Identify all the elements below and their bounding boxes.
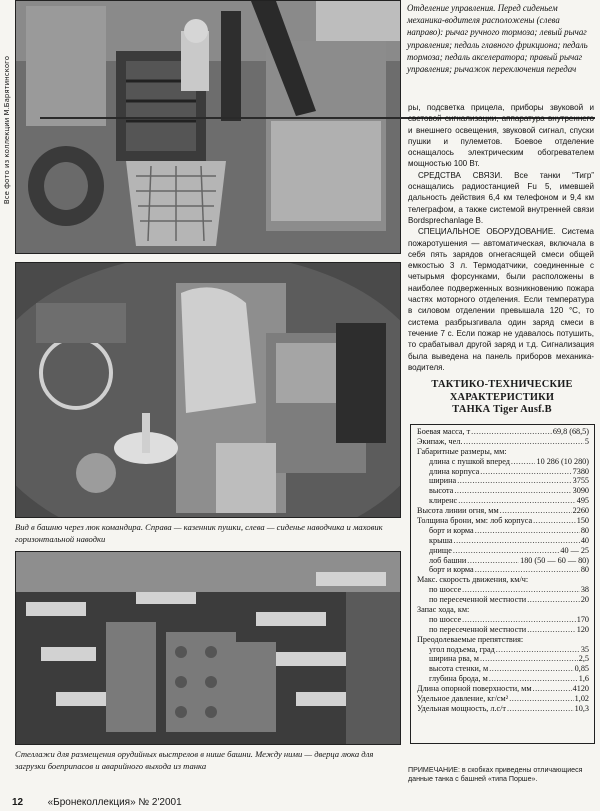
spec-row bbox=[411, 526, 594, 536]
spec-label: Удельная мощность, л.с/т bbox=[417, 703, 507, 713]
spec-label: ширина рва, м bbox=[429, 654, 479, 664]
caption-ammo-racks: Стеллажи для размещения орудийных выстрелов в нише башни. Между ними — дверца люка для загрузки боеприпасов и аварийного выхода из танка bbox=[15, 749, 374, 771]
spec-value: 120 bbox=[576, 624, 589, 634]
spec-leader-dots bbox=[533, 516, 576, 526]
spec-label: Габаритные размеры, мм: bbox=[417, 446, 507, 456]
spec-row bbox=[411, 556, 594, 566]
spec-leader-dots bbox=[509, 694, 573, 704]
spec-label: Запас хода, км: bbox=[417, 605, 470, 615]
spec-row bbox=[411, 437, 594, 447]
spec-leader-dots bbox=[480, 654, 578, 664]
spec-value: 0,85 bbox=[574, 664, 589, 674]
spec-row bbox=[411, 674, 594, 684]
spec-label: Экипаж, чел. bbox=[417, 436, 463, 446]
spec-leader-dots bbox=[496, 645, 580, 655]
spec-label: ширина bbox=[429, 476, 457, 486]
specs-title-line: ТАКТИКО-ТЕХНИЧЕСКИЕ bbox=[431, 379, 573, 390]
photo-turret-view bbox=[15, 262, 401, 518]
spec-value: 495 bbox=[576, 496, 589, 506]
spec-label: высота стенки, м bbox=[429, 664, 489, 674]
spec-row bbox=[411, 546, 594, 556]
spec-leader-dots bbox=[457, 476, 571, 486]
spec-label: крыша bbox=[429, 535, 453, 545]
spec-value: 3755 bbox=[572, 476, 589, 486]
spec-row bbox=[411, 467, 594, 477]
spec-value: 5 bbox=[584, 436, 589, 446]
photo-ammo-racks bbox=[15, 551, 401, 745]
spec-value: 20 bbox=[580, 595, 589, 605]
spec-label: Макс. скорость движения, км/ч: bbox=[417, 575, 529, 585]
spec-label: клиренс bbox=[429, 496, 458, 506]
spec-value: 1,02 bbox=[574, 694, 589, 704]
spec-label: Удельное давление, кг/см² bbox=[417, 694, 509, 704]
spec-value: 1,6 bbox=[578, 674, 589, 684]
spec-row bbox=[411, 457, 594, 467]
page-footer bbox=[12, 792, 312, 806]
spec-label: по пересеченной местности bbox=[429, 595, 527, 605]
spec-value: 2260 bbox=[572, 506, 589, 516]
specs-table bbox=[410, 424, 595, 744]
spec-row bbox=[411, 496, 594, 506]
spec-row bbox=[411, 635, 594, 645]
spec-row bbox=[411, 427, 594, 437]
spec-row bbox=[411, 447, 594, 457]
spec-value: 2,5 bbox=[578, 654, 589, 664]
spec-leader-dots bbox=[454, 486, 571, 496]
caption-turret-view: Вид в башню через люк командира. Справа — казенник пушки, слева — сиденье наводчика и маховик горизонтальной наводки bbox=[15, 522, 383, 544]
specs-title-line: ХАРАКТЕРИСТИКИ bbox=[449, 391, 555, 403]
spec-label: глубина брода, м bbox=[429, 674, 488, 684]
spec-row bbox=[411, 516, 594, 526]
spec-row bbox=[411, 615, 594, 625]
spec-leader-dots bbox=[489, 674, 578, 684]
page-number: 12 bbox=[12, 797, 24, 808]
spec-label: по шоссе bbox=[429, 614, 462, 624]
spec-row bbox=[411, 664, 594, 674]
caption-driver-compartment: Отделение управления. Перед сиденьем механика-водителя расположены (слева направо): рычаг ручного тормоза; левый рычаг управления; педаль главного фрикциона; педаль тормоза; педаль акселератора; правый рычаг управления; рычажок переключения передач bbox=[407, 3, 588, 75]
spec-leader-dots bbox=[475, 526, 580, 536]
spec-leader-dots bbox=[467, 556, 519, 566]
spec-label: днище bbox=[429, 545, 452, 555]
spec-value: 40 bbox=[580, 535, 589, 545]
spec-value: 80 bbox=[580, 525, 589, 535]
spec-row bbox=[411, 476, 594, 486]
spec-row bbox=[411, 625, 594, 635]
spec-row bbox=[411, 684, 594, 694]
spec-value: 35 bbox=[580, 644, 589, 654]
spec-label: Толщина брони, мм: лоб корпуса bbox=[417, 516, 533, 526]
spec-row bbox=[411, 654, 594, 664]
body-paragraph: СРЕДСТВА СВЯЗИ. Все танки “Тигр” оснащались радиостанцией Fu 5, имевшей дальность действия 6,4 км телефоном и 9,4 км телеграфом, а также системой внутренней связи Bordsprechanlage B. bbox=[408, 170, 594, 225]
spec-leader-dots bbox=[533, 684, 572, 694]
spec-value: 7380 bbox=[572, 466, 589, 476]
spec-row bbox=[411, 575, 594, 585]
spec-leader-dots bbox=[471, 427, 552, 437]
spec-row bbox=[411, 585, 594, 595]
spec-leader-dots bbox=[462, 585, 580, 595]
specs-title-line: ТАНКА Tiger Ausf.B bbox=[452, 404, 552, 416]
spec-row bbox=[411, 506, 594, 516]
spec-leader-dots bbox=[453, 546, 559, 556]
spec-value: 38 bbox=[580, 585, 589, 595]
body-paragraph: СПЕЦИАЛЬНОЕ ОБОРУДОВАНИЕ. Система пожаротушения — автоматическая, включала в себя пять зарядов огнегасящей смеси общей емкостью 3 л. Термодатчики, соединенные с четырьмя форсунками, были расположены в наиболее подверженных возникновению пожара частях моторного отделения. Если температура в силовом отделении превышала 120 °С, то система разбрызгивала один заряд смеси в течение 7 с. Если пожар не удавалось потушить, то срабатывал другой заряд и т.д. Сигнализация была выведена на панель приборов механика-водителя. bbox=[408, 227, 594, 372]
spec-row bbox=[411, 645, 594, 655]
spec-row bbox=[411, 694, 594, 704]
spec-leader-dots bbox=[527, 595, 580, 605]
spec-label: Боевая масса, т bbox=[417, 427, 471, 436]
spec-leader-dots bbox=[511, 457, 536, 467]
photo-credit: Все фото из коллекции М.Барятинского bbox=[3, 55, 11, 205]
spec-label: угол подъема, град bbox=[429, 644, 495, 654]
spec-label: длина корпуса bbox=[429, 466, 480, 476]
spec-label: борт и корма bbox=[429, 525, 474, 535]
spec-row bbox=[411, 536, 594, 546]
specs-note: ПРИМЕЧАНИЕ: в скобках приведены отличающиеся данные танка с башней «типа Порше». bbox=[408, 766, 583, 783]
specs-title bbox=[408, 379, 596, 417]
spec-row bbox=[411, 605, 594, 615]
article-body bbox=[408, 102, 594, 373]
photo-driver-compartment bbox=[15, 0, 401, 254]
spec-leader-dots bbox=[489, 664, 573, 674]
spec-label: по шоссе bbox=[429, 585, 462, 595]
spec-leader-dots bbox=[475, 565, 580, 575]
spec-value: 80 bbox=[580, 565, 589, 575]
spec-value: 3090 bbox=[572, 486, 589, 496]
spec-label: Преодолеваемые препятствия: bbox=[417, 634, 524, 644]
spec-value: 40 — 25 bbox=[560, 545, 589, 555]
spec-value: 10 286 (10 280) bbox=[536, 456, 589, 466]
spec-label: Высота линии огня, мм bbox=[417, 506, 499, 516]
magazine-title: «Бронеколлекция» № 2'2001 bbox=[47, 797, 182, 808]
spec-label: высота bbox=[429, 486, 454, 496]
spec-row bbox=[411, 565, 594, 575]
spec-row bbox=[411, 595, 594, 605]
spec-leader-dots bbox=[463, 437, 583, 447]
spec-value: 170 bbox=[576, 614, 589, 624]
spec-label: по пересеченной местности bbox=[429, 624, 527, 634]
spec-value: 69,8 (68,5) bbox=[552, 427, 589, 436]
spec-leader-dots bbox=[507, 704, 574, 714]
spec-row bbox=[411, 704, 594, 714]
spec-leader-dots bbox=[462, 615, 576, 625]
spec-value: 4120 bbox=[572, 684, 589, 694]
spec-leader-dots bbox=[480, 467, 571, 477]
spec-label: длина с пушкой вперед bbox=[429, 456, 510, 466]
spec-leader-dots bbox=[500, 506, 572, 516]
spec-value: 180 (50 — 60 — 80) bbox=[520, 555, 589, 565]
spec-value: 10,3 bbox=[574, 703, 589, 713]
spec-value: 150 bbox=[576, 516, 589, 526]
spec-leader-dots bbox=[458, 496, 576, 506]
spec-label: борт и корма bbox=[429, 565, 474, 575]
spec-label: Длина опорной поверхности, мм bbox=[417, 684, 532, 694]
spec-leader-dots bbox=[454, 536, 580, 546]
spec-label: лоб башни bbox=[429, 555, 467, 565]
spec-leader-dots bbox=[527, 625, 576, 635]
spec-row bbox=[411, 486, 594, 496]
body-paragraph: ры, подсветка прицела, приборы звуковой и световой сигнализации, аппаратура внутреннего и внешнего освещения, звуковой сигнал, спуски пушки и пулеметов. Боевое отделение оснащалось электрическим обогревателем мощностью 100 Вт. bbox=[408, 103, 594, 169]
